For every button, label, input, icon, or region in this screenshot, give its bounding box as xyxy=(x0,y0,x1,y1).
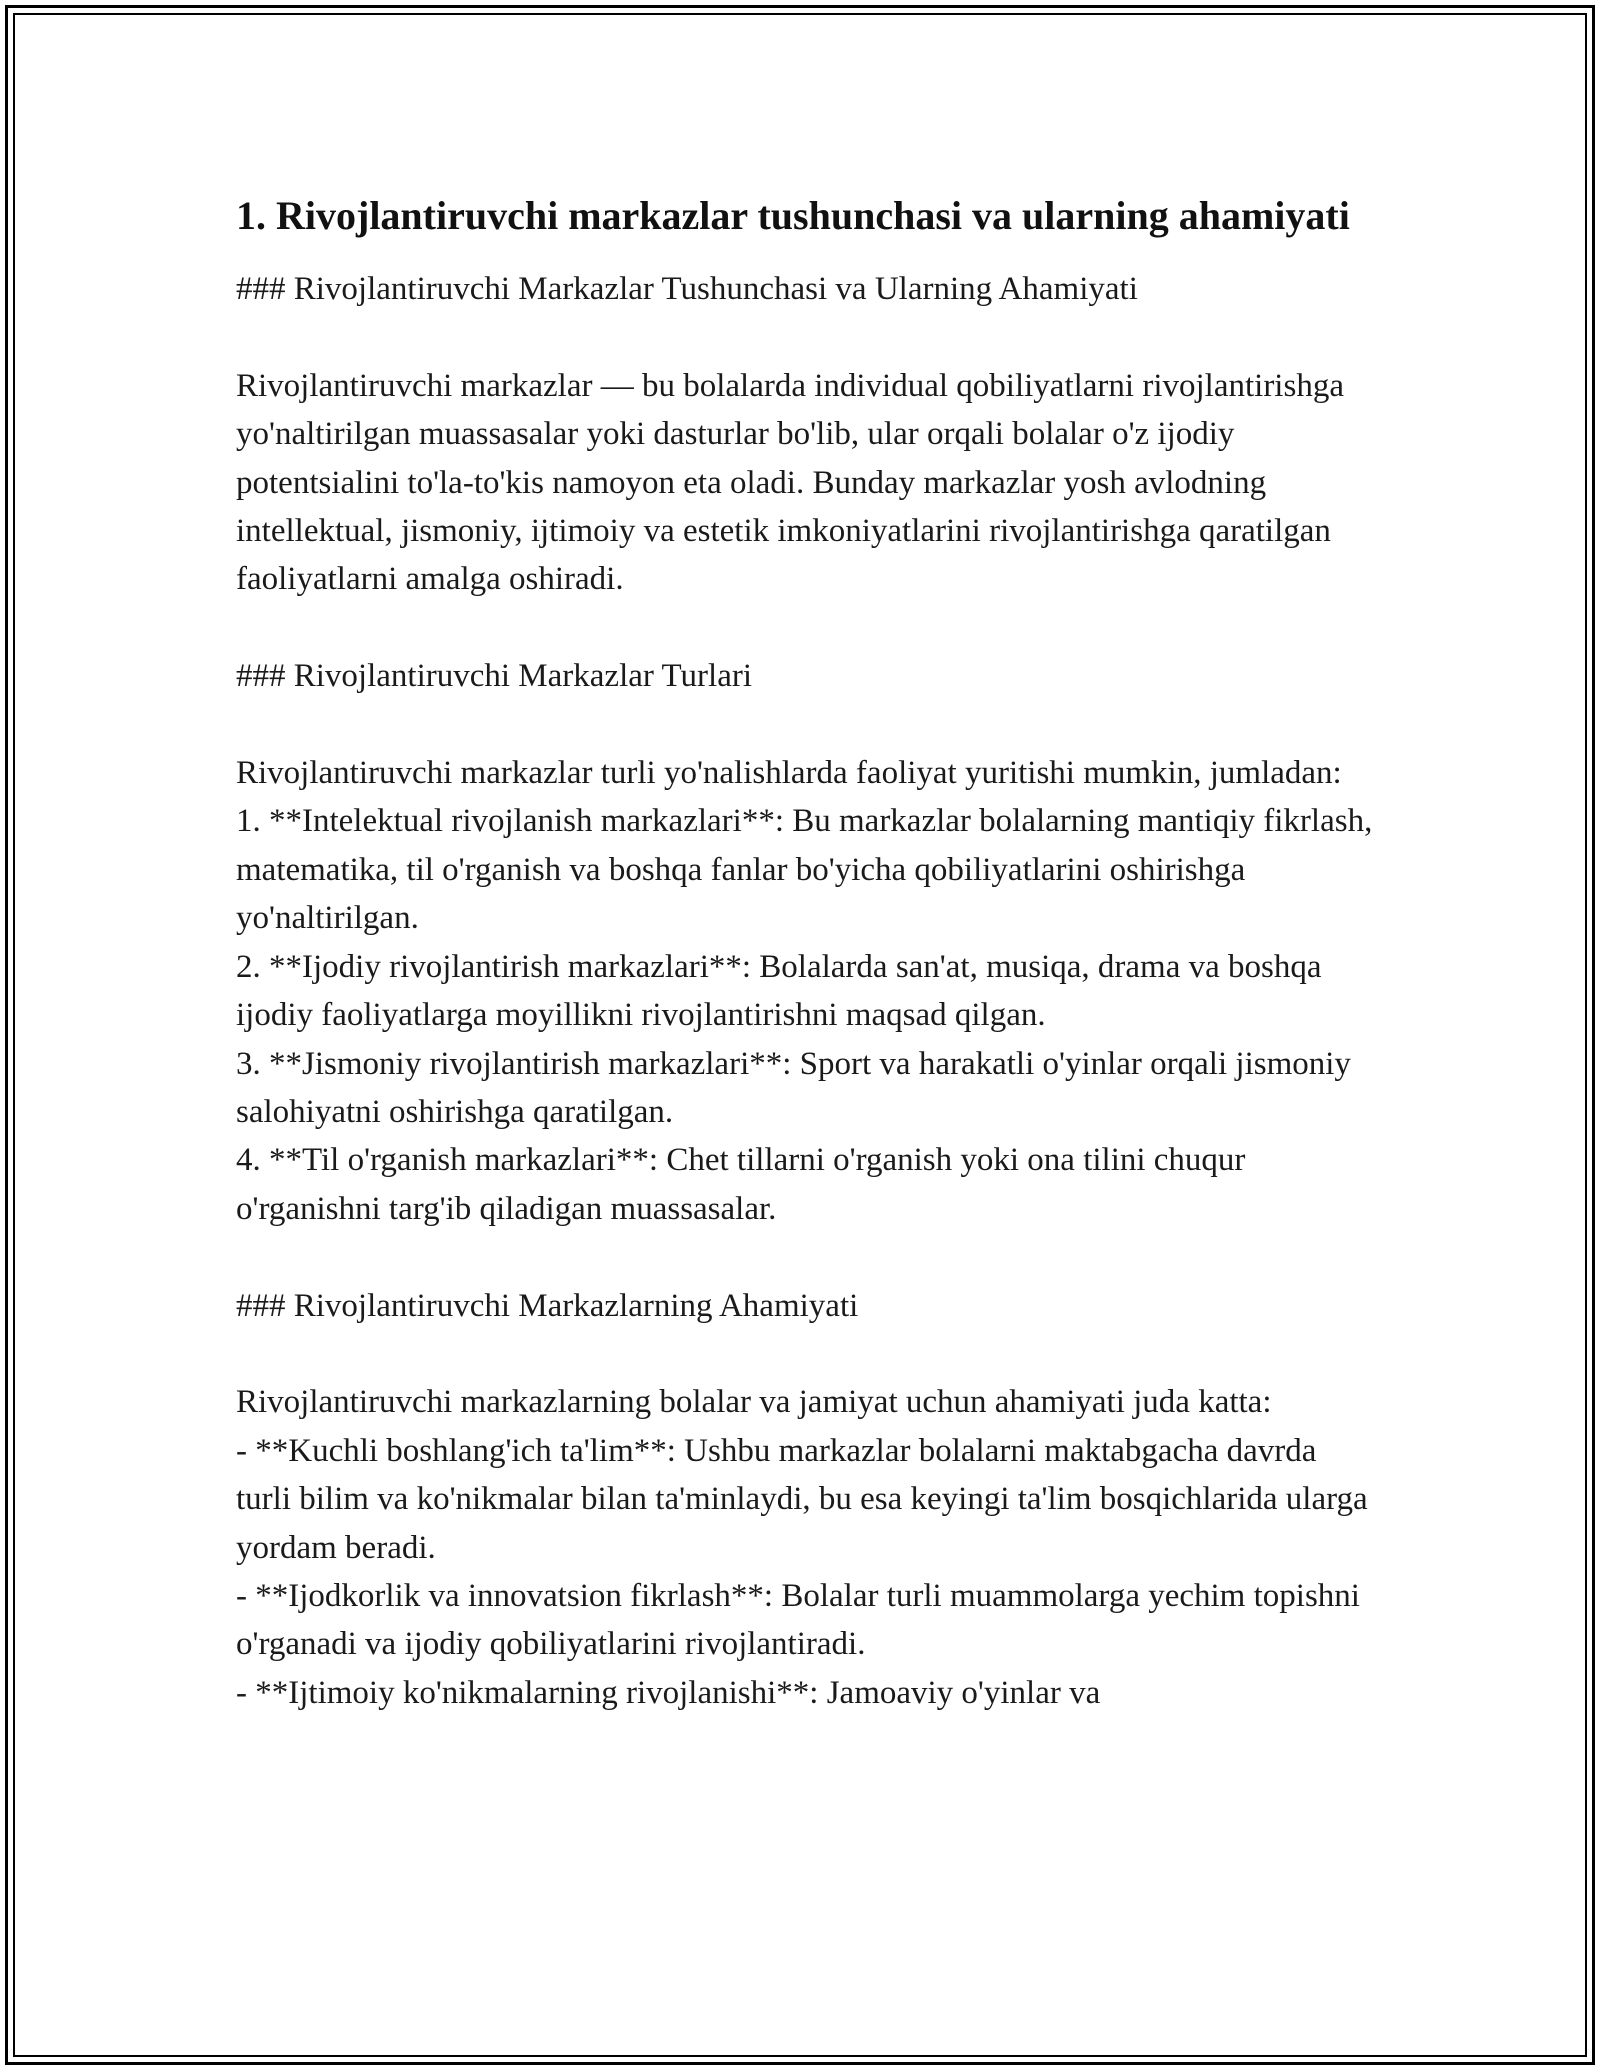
page-title: 1. Rivojlantiruvchi markazlar tushunchasi va ularning ahamiyati xyxy=(236,193,1350,238)
document-body: ### Rivojlantiruvchi Markazlar Tushunchasi va Ularning Ahamiyati Rivojlantiruvchi markazlar — bu bolalarda individual qobiliyatlarni rivojlantirishga yo'naltirilgan muassasalar yoki dasturlar bo'lib, ular orqali bolalar o'z ijodiy potentsialini to'la-to'kis namoyon eta oladi. Bunday markazlar yosh avlodning intellektual, jismoniy, ijtimoiy va estetik imkoniyatlarini rivojlantirishga qaratilgan faoliyatlarni amalga oshiradi. ### Rivojlantiruvchi Markazlar Turlari Rivojlantiruvchi markazlar turli yo'nalishlarda faoliyat yuritishi mumkin, jumladan: 1. **Intelektual rivojlanish markazlari**: Bu markazlar bolalarning mantiqiy fikrlash, matematika, til o'rganish va boshqa fanlar bo'yicha qobiliyatlarini oshirishga yo'naltirilgan. 2. **Ijodiy rivojlantirish markazlari**: Bolalarda san'at, musiqa, drama va boshqa ijodiy faoliyatlarga moyillikni rivojlantirishni maqsad qilgan. 3. **Jismoniy rivojlantirish markazlari**: Sport va harakatli o'yinlar orqali jismoniy salohiyatni oshirishga qaratilgan. 4. **Til o'rganish markazlari**: Chet tillarni o'rganish yoki ona tilini chuqur o'rganishni targ'ib qiladigan muassasalar. ### Rivojlantiruvchi Markazlarning Ahamiyati Rivojlantiruvchi markazlarning bolalar va jamiyat uchun ahamiyati juda katta: - **Kuchli boshlang'ich ta'lim**: Ushbu markazlar bolalarni maktabgacha davrda turli bilim va ko'nikmalar bilan ta'minlaydi, bu esa keyingi ta'lim bosqichlarida ularga yordam beradi. - **Ijodkorlik va innovatsion fikrlash**: Bolalar turli muammolarga yechim topishni o'rganadi va ijodiy qobiliyatlarini rivojlantiradi. - **Ijtimoiy ko'nikmalarning rivojlanishi**: Jamoaviy o'yinlar va xyxy=(236,271,1373,1711)
document-content xyxy=(236,188,1376,1717)
